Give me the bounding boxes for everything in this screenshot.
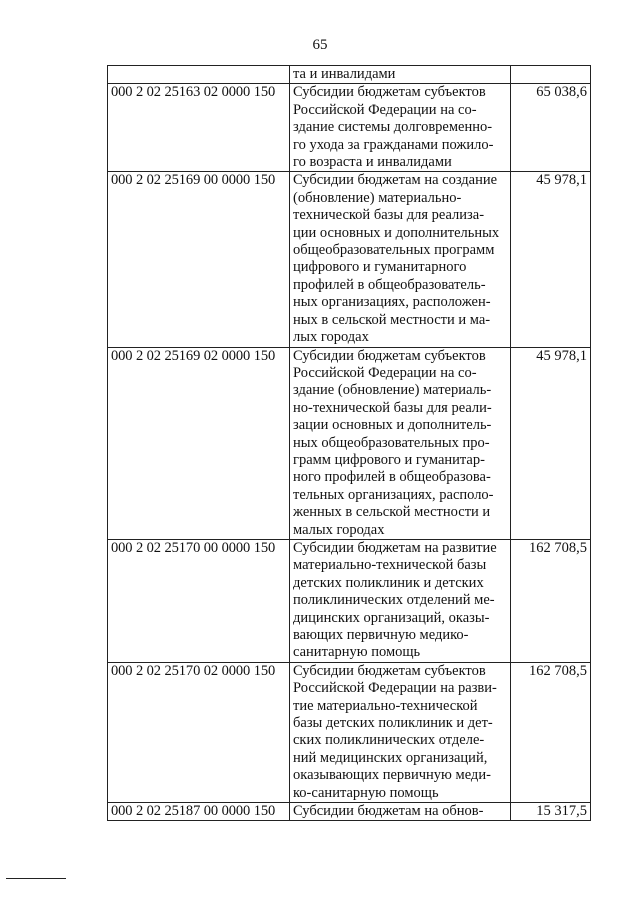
description-line: ного профилей в общеобразова- bbox=[293, 469, 491, 486]
description-line: малых городах bbox=[293, 521, 385, 538]
description-cell bbox=[290, 539, 511, 662]
budget-code-cell: 000 2 02 25169 00 0000 150 bbox=[108, 172, 290, 347]
budget-code-cell bbox=[108, 66, 290, 84]
description-cell bbox=[290, 803, 511, 821]
description-cell bbox=[290, 84, 511, 172]
description-line: Российской Федерации на разви- bbox=[293, 680, 497, 697]
description-line: профилей в общеобразователь- bbox=[293, 276, 486, 293]
budget-code-cell: 000 2 02 25163 02 0000 150 bbox=[108, 84, 290, 172]
table-row bbox=[108, 539, 591, 662]
description-line: ции основных и дополнительных bbox=[293, 224, 500, 241]
description-line: оказывающих первичную меди- bbox=[293, 767, 491, 784]
footer-rule bbox=[6, 878, 66, 879]
description-line: здание системы долговременно- bbox=[293, 119, 493, 136]
description-line: ных в сельской местности и ма- bbox=[293, 311, 491, 328]
description-line: ских поликлинических отделе- bbox=[293, 732, 485, 749]
description-line: Российской Федерации на со- bbox=[293, 101, 477, 118]
table-row bbox=[108, 662, 591, 802]
description-line: дицинских организаций, оказы- bbox=[293, 609, 490, 626]
description-line: Субсидии бюджетам субъектов bbox=[293, 84, 486, 101]
amount-cell bbox=[511, 66, 591, 84]
description-line: поликлинических отделений ме- bbox=[293, 592, 495, 609]
description-line: тие материально-технической bbox=[293, 697, 478, 714]
description-line: зации основных и дополнитель- bbox=[293, 417, 492, 434]
page-number: 65 bbox=[312, 37, 328, 53]
table-row bbox=[108, 84, 591, 172]
description-line: Субсидии бюджетам на развитие bbox=[293, 539, 497, 556]
budget-table bbox=[107, 65, 591, 821]
description-line: ко-санитарную помощь bbox=[293, 784, 439, 801]
description-line: ний медицинских организаций, bbox=[293, 749, 488, 766]
table-row bbox=[108, 347, 591, 539]
description-line: цифрового и гуманитарного bbox=[293, 259, 467, 276]
description-cell bbox=[290, 66, 511, 84]
description-line: материально-технической базы bbox=[293, 557, 487, 574]
amount-cell: 162 708,5 bbox=[511, 539, 591, 662]
description-line: лых городах bbox=[293, 329, 369, 346]
budget-code-cell: 000 2 02 25187 00 0000 150 bbox=[108, 803, 290, 821]
description-line: Субсидии бюджетам на создание bbox=[293, 172, 498, 189]
description-line: вающих первичную медико- bbox=[293, 627, 469, 643]
budget-code-cell: 000 2 02 25170 02 0000 150 bbox=[108, 662, 290, 802]
description-line: Субсидии бюджетам субъектов bbox=[293, 347, 486, 364]
budget-code-cell: 000 2 02 25169 02 0000 150 bbox=[108, 347, 290, 539]
description-line: го возраста и инвалидами bbox=[293, 154, 452, 171]
description-line: детских поликлиник и детских bbox=[293, 574, 484, 591]
description-line: базы детских поликлиник и дет- bbox=[293, 715, 493, 732]
amount-cell: 45 978,1 bbox=[511, 347, 591, 539]
description-line: грамм цифрового и гуманитар- bbox=[293, 451, 485, 468]
description-line: ных общеобразовательных про- bbox=[293, 434, 490, 451]
budget-table-body bbox=[108, 66, 591, 821]
description-line: та и инвалидами bbox=[293, 66, 396, 82]
table-row bbox=[108, 172, 591, 347]
amount-cell: 65 038,6 bbox=[511, 84, 591, 172]
description-line: Российской Федерации на со- bbox=[293, 364, 477, 381]
description-line: Субсидии бюджетам субъектов bbox=[293, 662, 486, 679]
description-line: технической базы для реализа- bbox=[293, 207, 485, 224]
description-line: общеобразовательных программ bbox=[293, 242, 495, 259]
amount-cell: 45 978,1 bbox=[511, 172, 591, 347]
table-row bbox=[108, 66, 591, 84]
description-line: го ухода за гражданами пожило- bbox=[293, 136, 494, 153]
description-line: (обновление) материально- bbox=[293, 189, 462, 206]
description-cell bbox=[290, 347, 511, 539]
description-cell bbox=[290, 662, 511, 802]
budget-code-cell: 000 2 02 25170 00 0000 150 bbox=[108, 539, 290, 662]
description-line: Субсидии бюджетам на обнов- bbox=[293, 803, 484, 820]
amount-cell: 162 708,5 bbox=[511, 662, 591, 802]
description-line: ных организациях, расположен- bbox=[293, 294, 491, 311]
description-line: женных в сельской местности и bbox=[293, 504, 491, 521]
description-line: но-технической базы для реали- bbox=[293, 399, 492, 416]
description-line: тельных организациях, располо- bbox=[293, 486, 494, 503]
description-line: здание (обновление) материаль- bbox=[293, 382, 492, 399]
description-cell bbox=[290, 172, 511, 347]
amount-cell: 15 317,5 bbox=[511, 803, 591, 821]
table-row bbox=[108, 803, 591, 821]
description-line: санитарную помощь bbox=[293, 644, 421, 661]
